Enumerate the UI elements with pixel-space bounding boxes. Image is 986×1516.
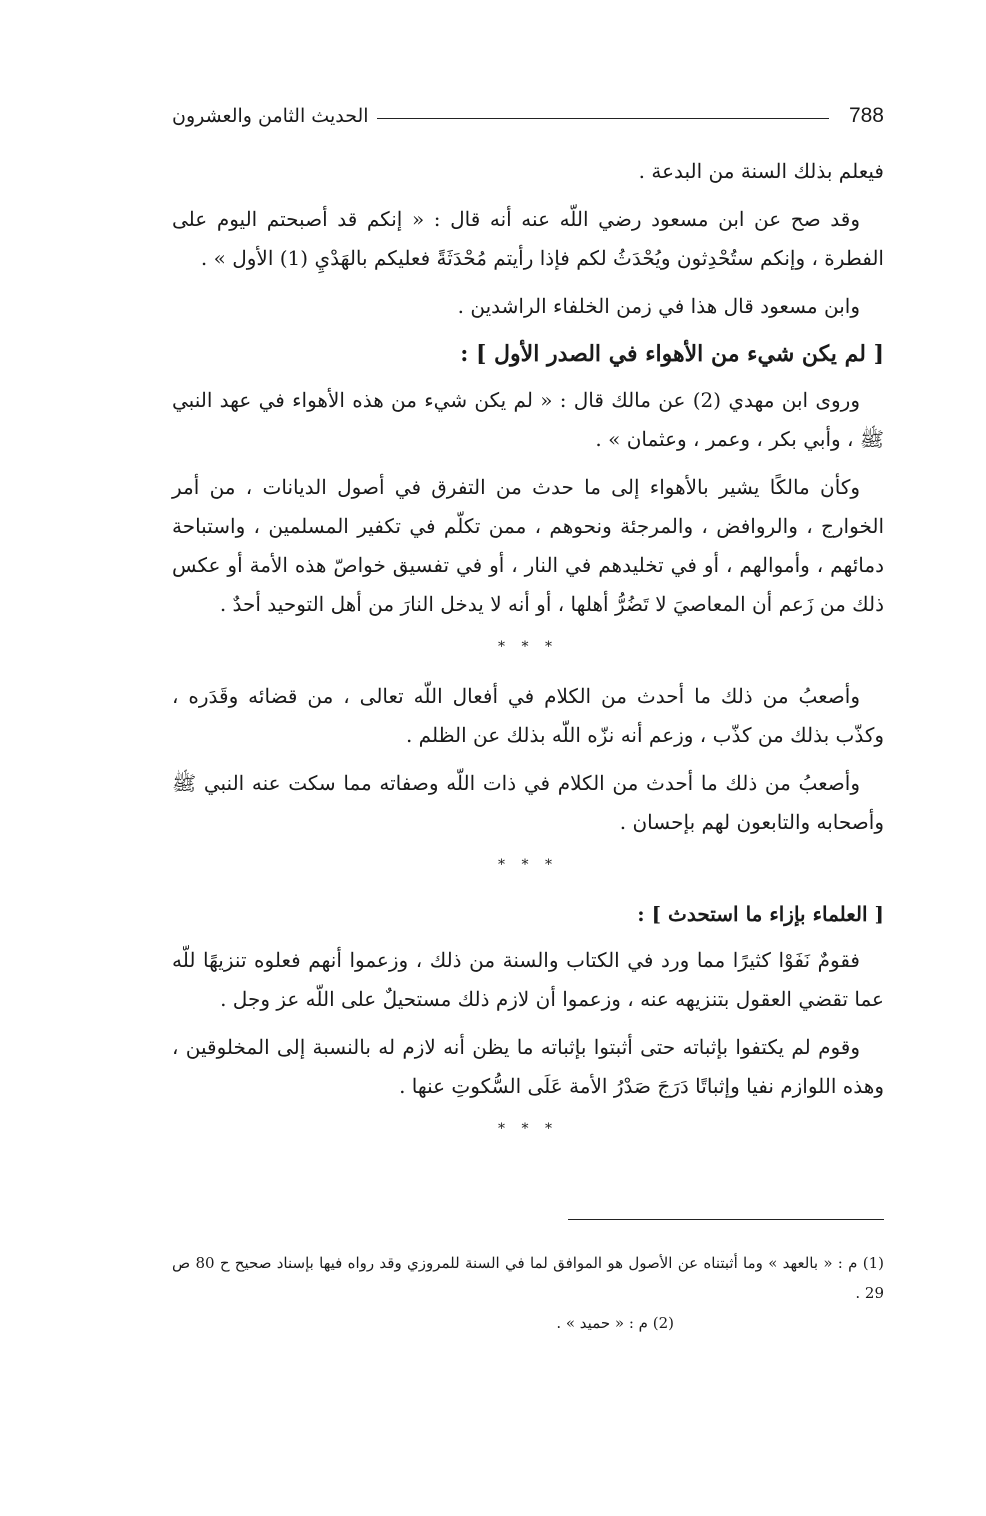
paragraph: فيعلم بذلك السنة من البدعة . [638, 159, 884, 183]
page-number: 788 [848, 104, 884, 127]
footnote-rule [568, 1219, 884, 1220]
footnote: (1) م : « بالعهد » وما أثبتناه عن الأصول هو الموافق لما في السنة للمروزي وقد رواه فيها بإسناد صحيح ح 80 ص 29 . [172, 1254, 884, 1302]
running-header [172, 100, 884, 132]
paragraph: فقومٌ نَفَوْا كثيرًا مما ورد في الكتاب والسنة من ذلك ، وزعموا أنهم فعلوه تنزيهًا للّه عما تقضي العقول بتنزيهه عنه ، وزعموا أن لازم ذلك مستحيلٌ على اللّه عز وجل . [172, 948, 884, 1011]
section-separator: * * * [498, 857, 558, 873]
paragraph: وأصعبُ من ذلك ما أحدث من الكلام في أفعال اللّه تعالى ، من قضائه وقَدَره ، وكذّب بذلك من كذّب ، وزعم أنه نزّه اللّه بذلك عن الظلم . [172, 684, 884, 747]
paragraph: وقد صح عن ابن مسعود رضي اللّه عنه أنه قال : « إنكم قد أصبحتم اليوم على الفطرة ، وإنكم ستُحْدِثون ويُحْدَثُ لكم فإذا رأيتم مُحْدَثَةً فعليكم بالهَدْيِ (1) الأول » . [172, 207, 884, 270]
section-separator: * * * [498, 639, 558, 655]
main-text [172, 152, 884, 1159]
section-heading: [ لم يكن شيء من الأهواء في الصدر الأول ] : [460, 341, 884, 367]
section-separator: * * * [498, 1121, 558, 1137]
header-rule [377, 118, 829, 119]
paragraph: وأصعبُ من ذلك ما أحدث من الكلام في ذات اللّه وصفاته مما سكت عنه النبي ﷺ وأصحابه والتابعون لهم بإحسان . [172, 771, 884, 834]
section-heading: [ العلماء بإزاء ما استحدث ] : [637, 902, 884, 926]
footnote: (2) م : « حميد » . [556, 1314, 674, 1332]
footnotes [172, 1248, 884, 1338]
paragraph: وروى ابن مهدي (2) عن مالك قال : « لم يكن شيء من هذه الأهواء في عهد النبي ﷺ ، وأبي بكر ، وعمر ، وعثمان » . [172, 388, 884, 451]
paragraph: وكأن مالكًا يشير بالأهواء إلى ما حدث من التفرق في أصول الديانات ، من أمر الخوارج ، والروافض ، والمرجئة ونحوهم ، ممن تكلّم في تكفير المسلمين ، واستباحة دمائهم ، وأموالهم ، أو في تخليدهم في النار ، أو في تفسيق خواصّ هذه الأمة أو عكس ذلك من زَعم أن المعاصيَ لا تَضُرُّ أهلها ، أو أنه لا يدخل النارَ من أهل التوحيد أحدٌ . [172, 475, 885, 616]
chapter-title: الحديث الثامن والعشرون [172, 105, 369, 127]
paragraph: وابن مسعود قال هذا في زمن الخلفاء الراشدين . [457, 294, 860, 318]
paragraph: وقوم لم يكتفوا بإثباته حتى أثبتوا بإثباته ما يظن أنه لازم له بالنسبة إلى المخلوقين ، وهذه اللوازم نفيا وإثباتًا دَرَجَ صَدْرُ الأمة عَلَى السُّكوتِ عنها . [172, 1035, 884, 1098]
